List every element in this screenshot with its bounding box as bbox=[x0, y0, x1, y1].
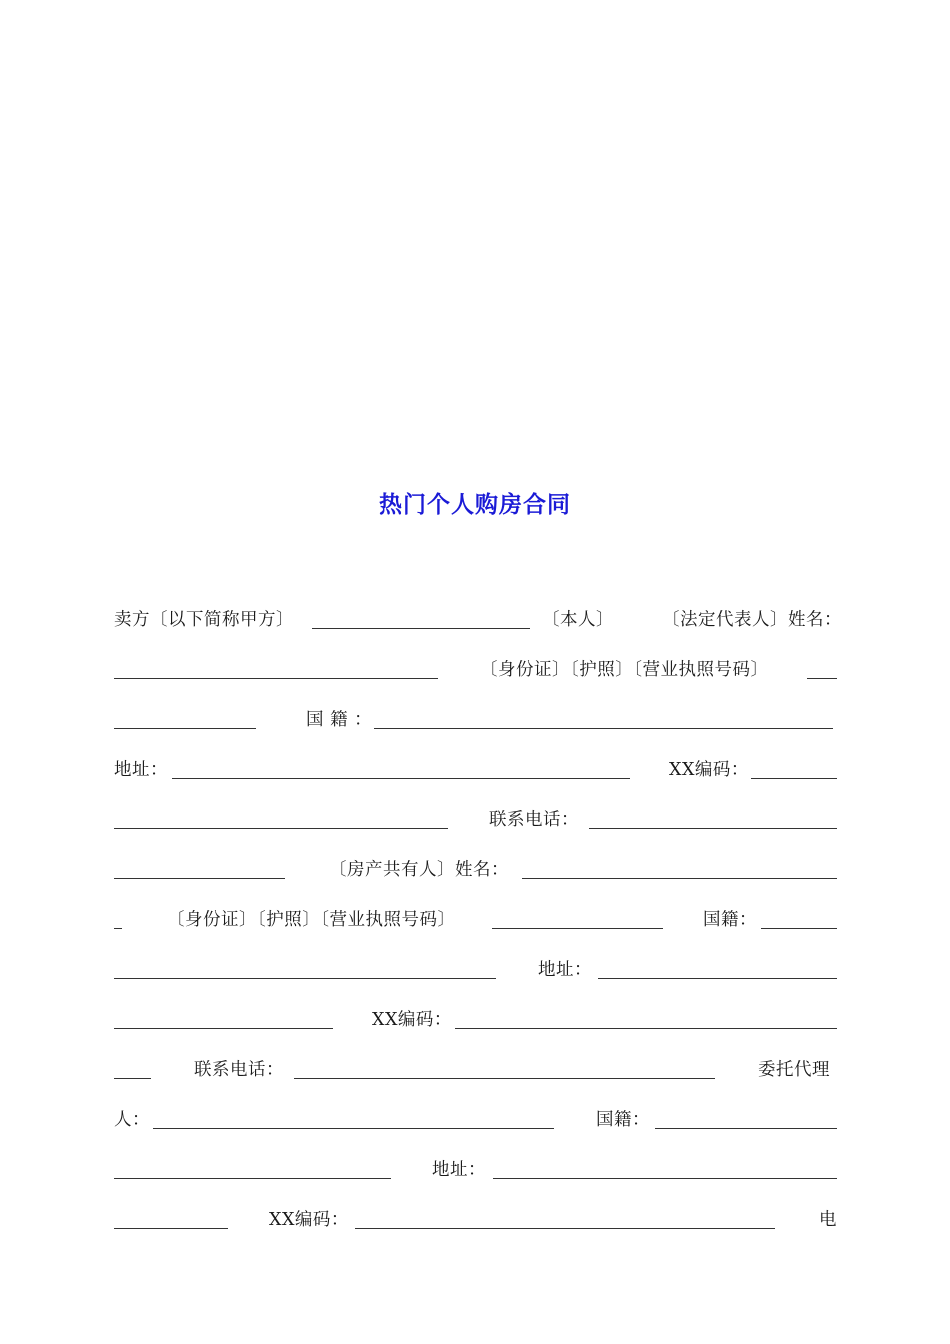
id-blank bbox=[807, 678, 837, 679]
phone-blank-cont bbox=[114, 878, 285, 879]
co-owner-address-label: 地址： bbox=[538, 960, 592, 980]
id-blank-cont bbox=[114, 728, 256, 729]
nationality-blank bbox=[374, 728, 833, 729]
agent-address-label: 地址： bbox=[432, 1160, 486, 1180]
co-owner-name-label: 〔房产共有人〕姓名： bbox=[329, 860, 509, 880]
agent-nationality-blank-cont bbox=[114, 1178, 391, 1179]
co-owner-phone-blank bbox=[294, 1078, 715, 1079]
form-line-co-owner-postcode bbox=[114, 1007, 837, 1033]
co-owner-name-blank-cont bbox=[114, 928, 122, 929]
agent-postcode-label: XX编码： bbox=[269, 1210, 349, 1230]
agent-address-blank bbox=[493, 1178, 837, 1179]
phone-label: 联系电话： bbox=[489, 810, 579, 830]
form-line-co-owner-address bbox=[114, 957, 837, 983]
agent-address-blank-cont bbox=[114, 1228, 228, 1229]
form-line-id bbox=[114, 657, 837, 683]
agent-label-start: 委托代理 bbox=[758, 1060, 830, 1080]
form-line-nationality bbox=[114, 707, 837, 733]
co-owner-phone-label: 联系电话： bbox=[194, 1060, 284, 1080]
form-line-co-owner-id bbox=[114, 907, 837, 933]
co-owner-postcode-blank bbox=[455, 1028, 837, 1029]
agent-name-blank bbox=[153, 1128, 554, 1129]
co-owner-nationality-label: 国籍： bbox=[703, 910, 757, 930]
agent-label-end: 人： bbox=[114, 1110, 150, 1130]
form-line-agent bbox=[114, 1107, 837, 1133]
co-owner-nationality-blank bbox=[761, 928, 837, 929]
agent-nationality-label: 国籍： bbox=[596, 1110, 650, 1130]
co-owner-address-blank-cont bbox=[114, 1028, 333, 1029]
form-line-agent-address bbox=[114, 1157, 837, 1183]
form-line-address bbox=[114, 757, 837, 783]
form-line-co-owner bbox=[114, 857, 837, 883]
co-owner-name-blank bbox=[522, 878, 837, 879]
co-owner-postcode-label: XX编码： bbox=[372, 1010, 452, 1030]
address-label: 地址： bbox=[114, 760, 168, 780]
postcode-blank-cont bbox=[114, 828, 448, 829]
form-line-seller bbox=[114, 607, 842, 633]
seller-label: 卖方〔以下简称甲方〕 bbox=[114, 610, 294, 630]
co-owner-address-blank bbox=[598, 978, 837, 979]
form-line-co-owner-phone bbox=[114, 1057, 837, 1083]
co-owner-nationality-blank-cont bbox=[114, 978, 496, 979]
name-blank bbox=[114, 678, 438, 679]
agent-nationality-blank bbox=[655, 1128, 837, 1129]
seller-blank bbox=[312, 628, 530, 629]
id-type-label: 〔身份证〕〔护照〕〔营业执照号码〕 bbox=[480, 660, 769, 680]
phone-label-start: 电 bbox=[819, 1210, 837, 1230]
form-line-phone bbox=[114, 807, 837, 833]
co-owner-id-type-label: 〔身份证〕〔护照〕〔营业执照号码〕 bbox=[167, 910, 456, 930]
phone-blank bbox=[589, 828, 837, 829]
legal-rep-name-label: 〔法定代表人〕姓名： bbox=[662, 610, 842, 630]
postcode-label: XX编码： bbox=[669, 760, 749, 780]
postcode-blank bbox=[751, 778, 837, 779]
nationality-label: 国 籍 ： bbox=[306, 710, 373, 730]
co-owner-id-blank bbox=[492, 928, 663, 929]
agent-postcode-blank bbox=[355, 1228, 775, 1229]
address-blank bbox=[172, 778, 630, 779]
document-title: 热门个人购房合同 bbox=[379, 492, 571, 518]
self-option: 〔本人〕 bbox=[542, 610, 614, 630]
co-owner-postcode-blank-cont bbox=[114, 1078, 151, 1079]
form-line-agent-postcode bbox=[114, 1207, 837, 1233]
